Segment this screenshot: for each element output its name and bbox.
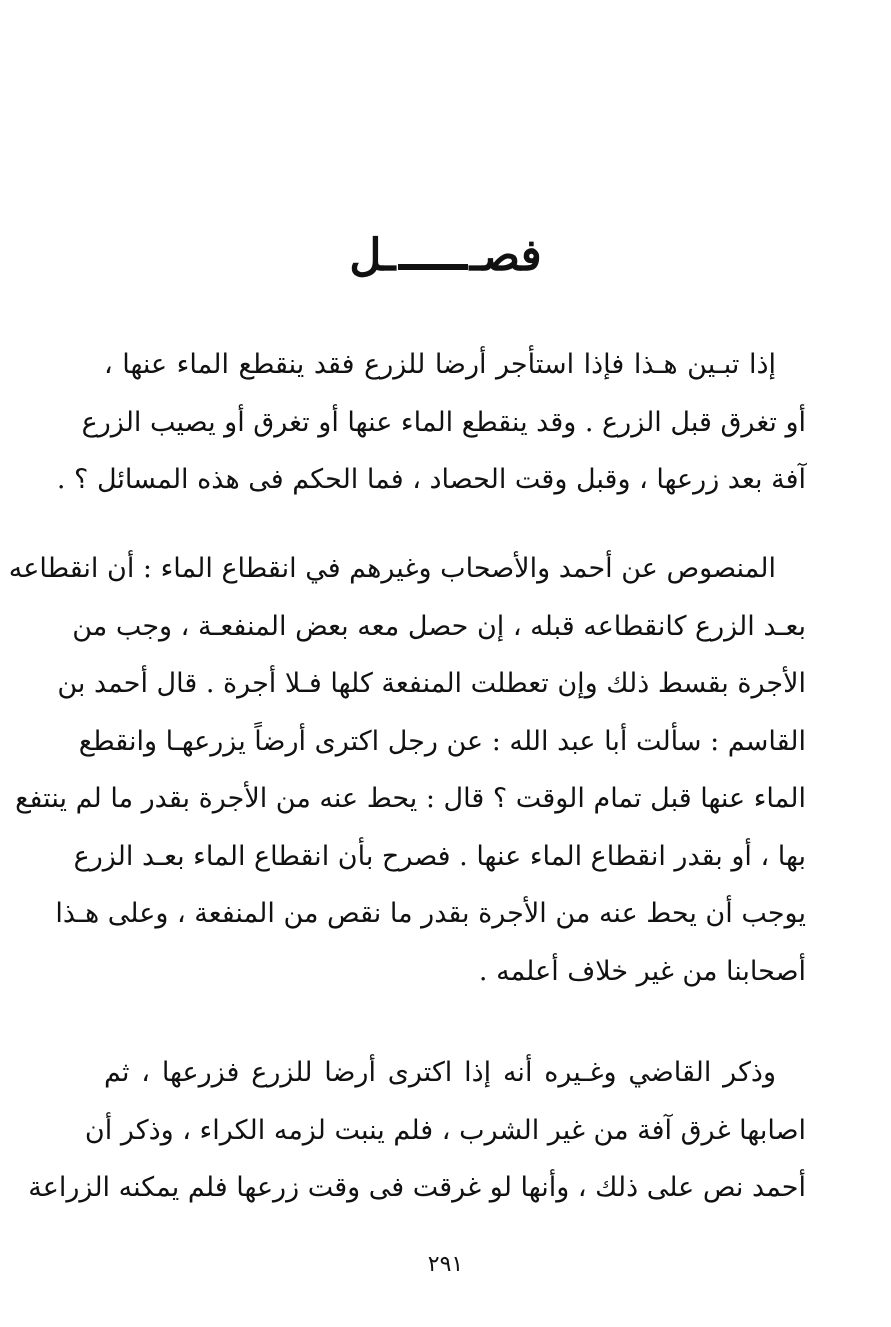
paragraph-line: أحمد نص على ذلك ، وأنها لو غرقت فى وقت زرعها فلم يمكنه الزراعة — [28, 1172, 806, 1203]
paragraph-line: المنصوص عن أحمد والأصحاب وغيرهم في انقطاع الماء : أن انقطاعه — [8, 553, 776, 584]
paragraph-line: آفة بعد زرعها ، وقبل وقت الحصاد ، فما الحكم فى هذه المسائل ؟ . — [56, 464, 806, 495]
paragraph-line: إذا تبـين هـذا فإذا استأجر أرضا للزرع فقد ينقطع الماء عنها ، — [104, 349, 776, 380]
paragraph-line: أو تغرق قبل الزرع . وقد ينقطع الماء عنها أو تغرق أو يصيب الزرع — [81, 406, 806, 438]
paragraph-line: اصابها غرق آفة من غير الشرب ، فلم ينبت لزمه الكراء ، وذكر أن — [84, 1114, 806, 1146]
section-heading-start: فصـ — [469, 230, 542, 281]
paragraph-1 — [56, 336, 806, 509]
page-number: ٢٩١ — [427, 1252, 464, 1277]
paragraph-3 — [28, 1044, 806, 1217]
paragraph-2 — [8, 540, 806, 1000]
section-heading — [0, 226, 891, 286]
section-heading-end: ـل — [349, 230, 396, 281]
paragraph-line: بعـد الزرع كانقطاعه قبله ، إن حصل معه بعض المنفعـة ، وجب من — [72, 610, 806, 642]
paragraph-line: أصحابنا من غير خلاف أعلمه . — [478, 955, 806, 987]
paragraph-line: وذكر القاضي وغـيره أنه إذا اكترى أرضا للزرع فزرعها ، ثم — [104, 1057, 776, 1088]
paragraph-line: القاسم : سألت أبا عبد الله : عن رجل اكترى أرضاً يزرعهـا وانقطع — [78, 725, 806, 757]
kashida-stroke — [398, 264, 468, 270]
paragraph-line: الأجرة بقسط ذلك وإن تعطلت المنفعة كلها فـلا أجرة . قال أحمد بن — [57, 668, 806, 699]
paragraph-line: الماء عنها قبل تمام الوقت ؟ قال : يحط عنه من الأجرة بقدر ما لم ينتفع — [15, 783, 806, 814]
paragraph-line: بها ، أو بقدر انقطاع الماء عنها . فصرح بأن انقطاع الماء بعـد الزرع — [73, 840, 806, 872]
paragraph-line: يوجب أن يحط عنه من الأجرة بقدر ما نقص من المنفعة ، وعلى هـذا — [55, 898, 806, 929]
